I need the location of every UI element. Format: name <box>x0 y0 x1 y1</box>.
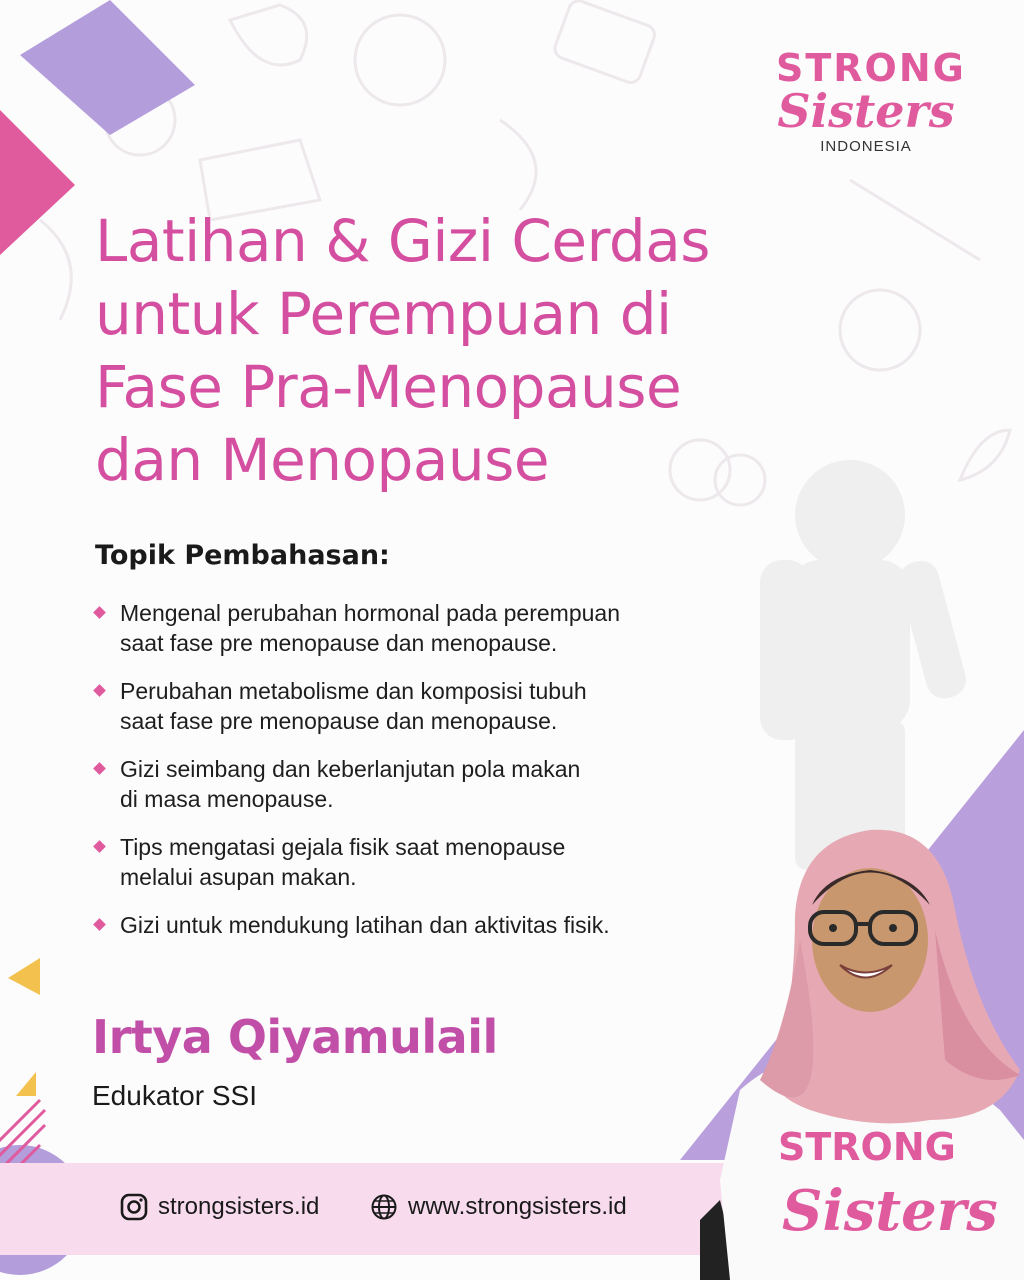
topic-item <box>95 910 735 940</box>
brand-logo <box>776 46 966 155</box>
topics-heading: Topik Pembahasan: <box>95 540 390 571</box>
topic-item-line-2: di masa menopause. <box>120 786 334 812</box>
diamond-bullet-icon <box>93 762 106 775</box>
shirt-text-sisters: Sisters <box>782 1178 998 1244</box>
topic-item <box>95 754 735 814</box>
logo-country-text: INDONESIA <box>820 138 912 155</box>
title-line-2: untuk Perempuan di <box>95 280 672 348</box>
website-text: www.strongsisters.id <box>408 1193 627 1220</box>
topic-item-line-2: melalui asupan makan. <box>120 864 357 890</box>
topic-list <box>95 598 735 958</box>
logo-sisters-text: Sisters <box>777 84 955 138</box>
topic-item <box>95 676 735 736</box>
topic-item <box>95 832 735 892</box>
topic-item-line-1: Perubahan metabolisme dan komposisi tubuh <box>120 678 587 704</box>
diamond-bullet-icon <box>93 606 106 619</box>
diamond-bullet-icon <box>93 684 106 697</box>
topic-item-line-2: saat fase pre menopause dan menopause. <box>120 630 558 656</box>
topic-item-line-1: Gizi seimbang dan keberlanjutan pola makan <box>120 756 581 782</box>
diamond-bullet-icon <box>93 840 106 853</box>
globe-icon <box>370 1193 398 1221</box>
topic-item-line-1: Mengenal perubahan hormonal pada perempuan <box>120 600 620 626</box>
title-line-1: Latihan & Gizi Cerdas <box>95 207 711 275</box>
topic-item-line-2: saat fase pre menopause dan menopause. <box>120 708 558 734</box>
diamond-bullet-icon <box>93 918 106 931</box>
topic-item <box>95 598 735 658</box>
logo-strong-text: STRONG <box>776 46 966 90</box>
instagram-handle-text: strongsisters.id <box>158 1193 320 1220</box>
shirt-text-strong: STRONG <box>778 1125 956 1169</box>
instagram-icon <box>120 1193 148 1221</box>
speaker-role: Edukator SSI <box>92 1080 257 1111</box>
topic-item-line-1: Tips mengatasi gejala fisik saat menopause <box>120 834 566 860</box>
instagram-handle[interactable] <box>120 1190 319 1224</box>
speaker-photo <box>700 820 1024 1280</box>
title-line-3: Fase Pra-Menopause <box>95 353 682 421</box>
page-title <box>95 205 875 497</box>
topic-item-line-1: Gizi untuk mendukung latihan dan aktivitas fisik. <box>120 912 610 938</box>
title-line-4: dan Menopause <box>95 426 550 494</box>
speaker-name: Irtya Qiyamulail <box>92 1010 498 1064</box>
website-link[interactable] <box>370 1190 627 1224</box>
